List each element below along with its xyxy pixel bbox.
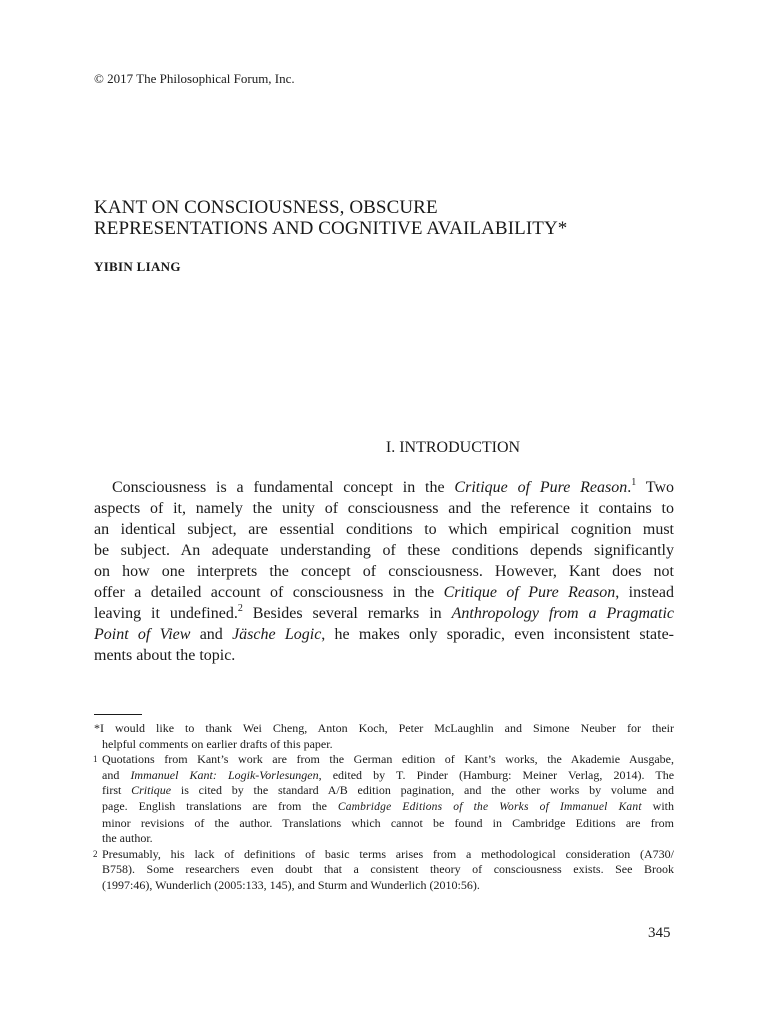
- footnotes: [94, 721, 674, 894]
- page-number: 345: [648, 925, 671, 941]
- para-line: leaving it undefined.$^2$ Besides several remarks in Anthropology from a Pragmatic: [94, 602, 674, 622]
- article-title: [94, 197, 694, 239]
- copyright-line: © 2017 The Philosophical Forum, Inc.: [94, 71, 295, 86]
- para-line: an identical subject, are essential conditions to which empirical cognition must: [94, 521, 674, 538]
- footnote-mark: 1: [93, 754, 98, 765]
- footnote-1: 1 Quotations from Kant’s work are from the German edition of Kant’s works, the Akademie Ausgabe, and Immanuel Kant: Logik-Vorlesungen, edited by T. Pinder (Hamburg: Meiner Verlag, 2014). The first Critique is cited by the standard A/B edition pagination, and the other works by volume and page. English translations are from the Cambridge Editions of the Works of Immanuel Kant with minor revisions of the author. Translations which cannot be found in Cambridge Editions are from the author.: [93, 752, 675, 846]
- footnote-2: 2 Presumably, his lack of definitions of basic terms arises from a methodological consideration (A730/ B758). Some researchers even doubt that a consistent theory of consciousness exists. See Brook (1997:46), Wunderlich (2005:133, 145), and Sturm and Wunderlich (2010:56).: [93, 846, 674, 892]
- footnote-acknowledgement: *I would like to thank Wei Cheng, Anton Koch, Peter McLaughlin and Simone Neuber for their helpful comments on earlier drafts of this paper.: [94, 721, 674, 751]
- section-heading-text: I. INTRODUCTION: [385, 439, 521, 456]
- footnote-ref-2[interactable]: 2: [237, 602, 243, 614]
- section-heading: [0, 439, 768, 457]
- article-author: YIBIN LIANG: [94, 259, 181, 274]
- footnote-mark: 2: [93, 848, 98, 859]
- para-line: aspects of it, namely the unity of consciousness and the reference it contains to: [94, 500, 674, 517]
- body-paragraph: [94, 477, 674, 666]
- para-line: on how one interprets the concept of consciousness. However, Kant does not: [94, 563, 674, 580]
- footnote-ref-1[interactable]: 1: [631, 476, 637, 488]
- title-line-1: KANT ON CONSCIOUSNESS, OBSCURE: [94, 197, 438, 218]
- para-line: Point of View and Jäsche Logic, he makes only sporadic, even inconsistent state-: [94, 626, 674, 643]
- title-line-2: REPRESENTATIONS AND COGNITIVE AVAILABILITY*: [94, 218, 568, 239]
- para-line: offer a detailed account of consciousness in the Critique of Pure Reason, instead: [94, 584, 675, 601]
- para-line: Consciousness is a fundamental concept in the Critique of Pure Reason.$^1$ Two: [112, 476, 675, 496]
- footnote-divider: [94, 714, 142, 715]
- para-line: be subject. An adequate understanding of these conditions depends significantly: [94, 542, 674, 559]
- para-line: ments about the topic.: [94, 647, 236, 664]
